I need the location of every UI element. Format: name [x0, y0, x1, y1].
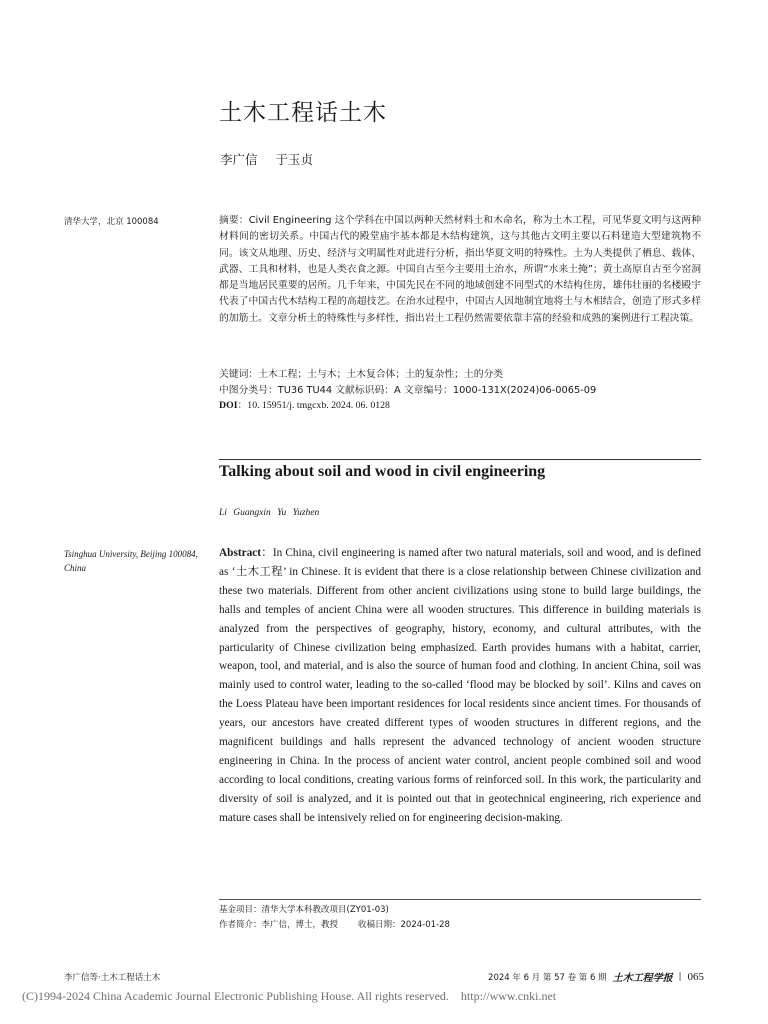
cnki-link[interactable]: http://www.cnki.net — [460, 989, 557, 1003]
english-abstract — [219, 544, 701, 828]
footnotes — [219, 903, 450, 933]
english-authors: Li Guangxin Yu Yuzhen — [219, 508, 320, 518]
doi-line — [219, 398, 701, 414]
running-header-right — [488, 969, 704, 984]
chinese-metadata — [219, 367, 701, 414]
doi-label: DOI — [219, 400, 238, 412]
separator: | — [678, 971, 682, 982]
journal-name: 土木工程学报 — [612, 973, 673, 984]
chinese-keywords: 关键词：土木工程；土与木；土木复合体；土的复杂性；土的分类 — [219, 369, 504, 380]
english-abstract-text: ：In China, civil engineering is named after two natural materials, soil and wood, and is defined as ‘土木工程’ in Chinese. It is evident that there is a close relationship between Chinese civilization and these two materials. Different from other ancient civilizations using stone to build large buildings, the halls and temples of ancient China were all wooden structures. This difference in building materials is analyzed from the perspectives of geography, history, economy, and cultural attributes, with the particularity of Chinese civilization being emphasized. Earth provides humans with a habitat, carrier, weapon, tool, and material, and is also the source of human food and clothing. In ancient China, soil was mainly used to control water, leading to the so-called ‘flood may be blocked by soil’. Kilns and caves on the Loess Plateau have been important residences for local residents since ancient times. For thousands of years, our ancestors have created different types of wooden structures in different regions, and the magnificent buildings and halls represent the advanced technology of ancient wooden structure engineering in China. In the process of ancient water control, ancient people combined soil and wood according to local conditions, creating various forms of reinforced soil. In this work, the particularity and diversity of soil is analyzed, and it is pointed out that in geotechnical engineering, rich experience and mature cases shall be intensively relied on for engineering decision-making. — [219, 547, 701, 824]
copyright-watermark — [22, 989, 556, 1004]
issue-info: 2024 年 6 月 第 57 卷 第 6 期 — [488, 972, 607, 983]
chinese-title: 土木工程话土木 — [219, 100, 387, 126]
abstract-label: Abstract — [219, 547, 262, 559]
chinese-abstract-text: 摘要：Civil Engineering 这个学科在中国以两种天然材料土和木命名，称为土木工程，可见华夏文明与这两种材料间的密切关系。中国古代的殿堂庙宇基本都是木结构建筑，这与其他古文明主要以石料建造大型建筑物不同。该文从地理、历史、经济与文明属性对此进行分析，指出华夏文明的特殊性。土为人类提供了栖息、载体、武器、工具和材料，也是人类衣食之源。中国自古至今主要用土治水，所谓“水来土掩”；黄土高原自古至今窑洞都是当地居民重要的居所。几千年来，中国先民在不同的地域创建不同型式的木结构住房，雄伟壮丽的名楼殿宇代表了中国古代木结构工程的高超技艺。在治水过程中，中国古人因地制宜地将土与木相结合，创造了形式多样的加筋土。文章分析土的特殊性与多样性，指出岩土工程仍然需要依靠丰富的经验和成熟的案例进行工程决策。 — [219, 215, 701, 324]
footnote-divider — [219, 899, 701, 900]
page-number: 065 — [687, 970, 704, 983]
author-intro: 作者简介：李广信，博士，教授 — [219, 920, 339, 930]
running-header-left: 李广信等·土木工程话土木 — [64, 973, 161, 983]
section-divider — [219, 459, 701, 460]
chinese-affiliation: 清华大学，北京 100084 — [64, 217, 159, 227]
author-note — [219, 918, 450, 933]
english-title: Talking about soil and wood in civil engineering — [219, 463, 546, 480]
classification-line: 中图分类号：TU36 TU44 文献标识码：A 文章编号：1000-131X(2024)06-0065-09 — [219, 384, 597, 396]
chinese-authors: 李广信 于玉贞 — [220, 152, 313, 167]
received-date: 收稿日期：2024-01-28 — [358, 920, 450, 930]
copyright-text: (C)1994-2024 China Academic Journal Electronic Publishing House. All rights reserved. — [22, 989, 449, 1003]
chinese-abstract — [219, 213, 701, 327]
doi-value[interactable]: ：10. 15951/j. tmgcxb. 2024. 06. 0128 — [237, 400, 390, 412]
fund-note: 基金项目：清华大学本科教改项目(ZY01-03) — [219, 905, 389, 915]
english-affiliation: Tsinghua University, Beijing 100084, China — [64, 549, 198, 573]
